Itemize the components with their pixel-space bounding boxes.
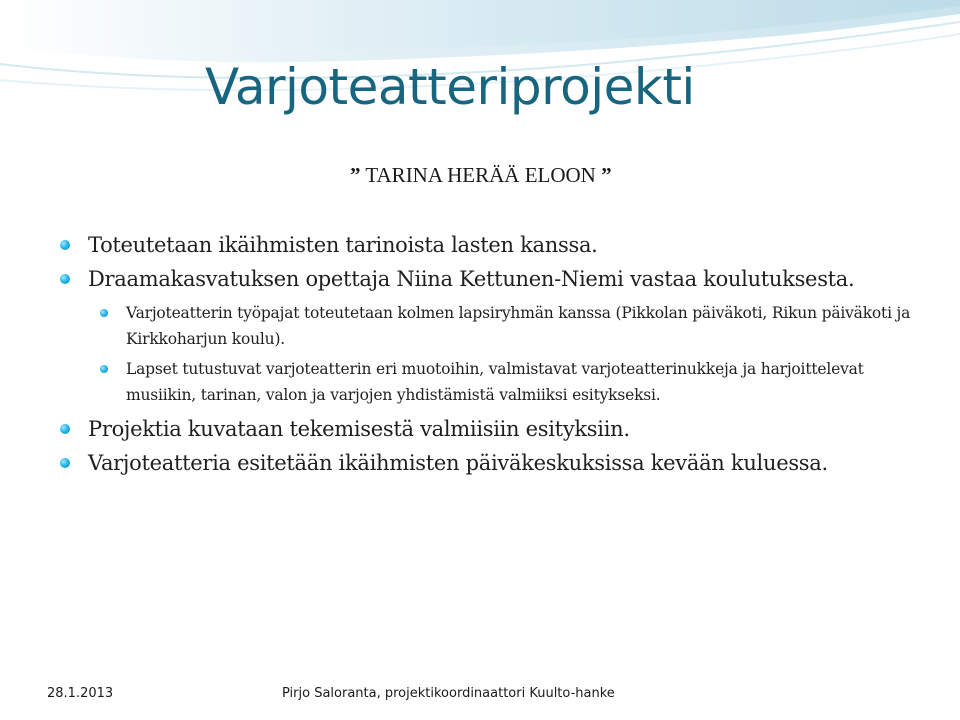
slide-title: Varjoteatteriprojekti <box>205 58 695 116</box>
sub-bullet-text: Varjoteatterin työpajat toteutetaan kolmen lapsiryhmän kanssa (Pikkolan päiväkoti, Rikun päiväkoti ja Kirkkoharjun koulu). <box>126 304 911 348</box>
slide-subtitle <box>350 163 612 188</box>
bullet-dot-icon <box>60 458 70 468</box>
footer-author: Pirjo Saloranta, projektikoordinaattori Kuulto-hanke <box>282 686 615 701</box>
subtitle-text: TARINA HERÄÄ ELOON <box>365 163 596 187</box>
bullet-item <box>58 262 938 296</box>
bullet-list <box>58 228 938 480</box>
footer-date: 28.1.2013 <box>47 686 114 701</box>
bullet-dot-icon <box>100 365 108 373</box>
bullet-dot-icon <box>100 309 108 317</box>
bullet-dot-icon <box>60 240 70 250</box>
bullet-dot-icon <box>60 424 70 434</box>
bullet-item <box>58 446 938 480</box>
opening-quote: ” <box>350 163 361 187</box>
closing-quote: ” <box>601 163 612 187</box>
bullet-text: Toteutetaan ikäihmisten tarinoista lasten kanssa. <box>88 233 598 257</box>
sub-bullet-item <box>98 356 938 408</box>
bullet-item <box>58 412 938 446</box>
bullet-item <box>58 228 938 262</box>
sub-bullet-item <box>98 300 938 352</box>
bullet-text: Varjoteatteria esitetään ikäihmisten päiväkeskuksissa kevään kuluessa. <box>88 451 828 475</box>
sub-bullet-text: Lapset tutustuvat varjoteatterin eri muotoihin, valmistavat varjoteatterinukkeja ja harjoittelevat musiikin, tarinan, valon ja varjojen yhdistämistä valmiiksi esitykseksi. <box>126 360 864 404</box>
bullet-dot-icon <box>60 274 70 284</box>
bullet-text: Projektia kuvataan tekemisestä valmiisiin esityksiin. <box>88 417 630 441</box>
bullet-text: Draamakasvatuksen opettaja Niina Kettunen-Niemi vastaa koulutuksesta. <box>88 267 855 291</box>
